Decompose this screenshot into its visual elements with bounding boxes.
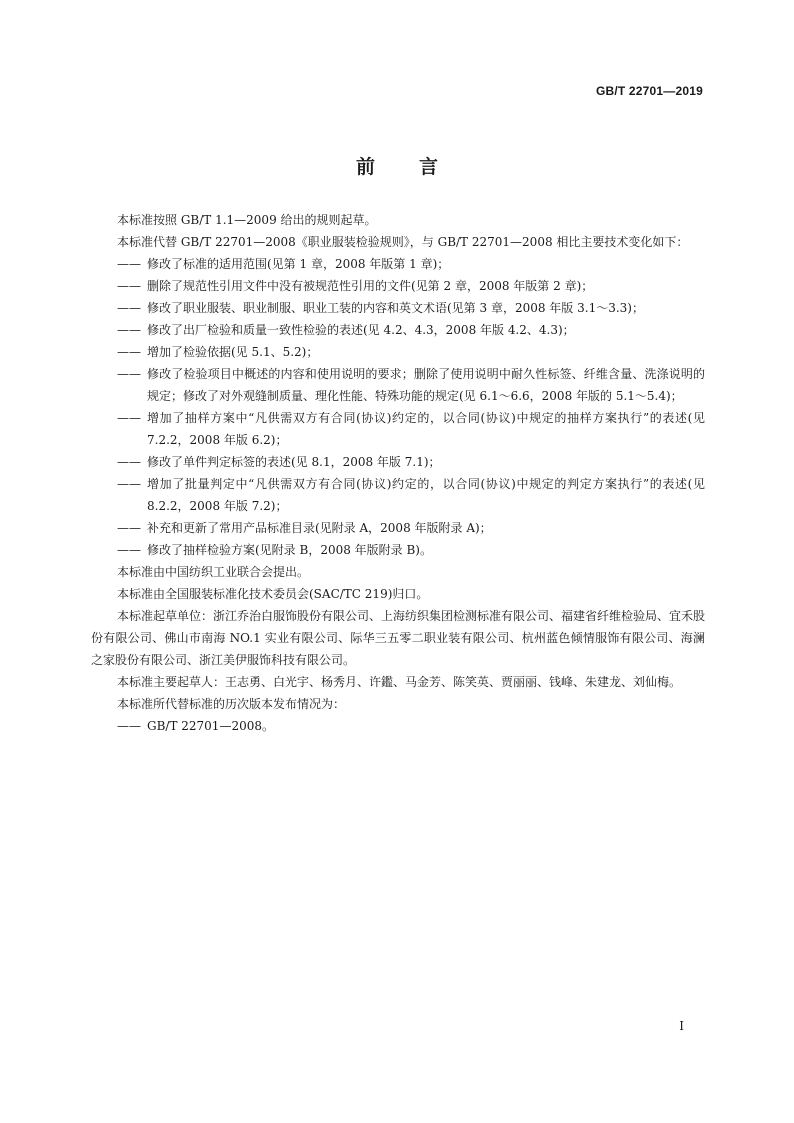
change-item (91, 275, 705, 297)
change-item-text: 修改了出厂检验和质量一致性检验的表述(见 4.2、4.3，2008 年版 4.2、4.3)； (147, 323, 575, 337)
change-item (91, 517, 705, 539)
standard-code: GB/T 22701—2019 (595, 84, 703, 98)
history-item (91, 715, 705, 737)
change-item (91, 451, 705, 473)
dash-mark: —— (117, 455, 141, 469)
change-item-text: 增加了批量判定中“凡供需双方有合同(协议)约定的，以合同(协议)中规定的判定方案执行”的表述(见 8.2.2，2008 年版 7.2)； (147, 477, 705, 513)
dash-mark: —— (117, 279, 141, 293)
change-item (91, 539, 705, 561)
change-item-text: 修改了标准的适用范围(见第 1 章，2008 年版第 1 章)； (147, 257, 450, 271)
paragraph-replaces: 本标准代替 GB/T 22701—2008《职业服装检验规则》，与 GB/T 22701—2008 相比主要技术变化如下： (117, 235, 689, 249)
dash-mark: —— (117, 719, 141, 733)
dash-mark: —— (117, 257, 141, 271)
title-char-1: 前 (355, 156, 375, 178)
dash-mark: —— (117, 367, 141, 381)
change-item-text: 补充和更新了常用产品标准目录(见附录 A，2008 年版附录 A)； (147, 521, 492, 535)
change-item (91, 473, 705, 517)
document-body (91, 209, 705, 737)
paragraph-committee: 本标准由全国服装标准化技术委员会(SAC/TC 219)归口。 (117, 587, 429, 601)
paragraph-history: 本标准所代替标准的历次版本发布情况为： (117, 697, 346, 711)
change-item-text: 增加了抽样方案中“凡供需双方有合同(协议)约定的，以合同(协议)中规定的抽样方案执行”的表述(见 7.2.2，2008 年版 6.2)； (147, 411, 705, 447)
change-item (91, 253, 705, 275)
dash-mark: —— (117, 543, 141, 557)
dash-mark: —— (117, 477, 141, 491)
change-item (91, 297, 705, 319)
dash-mark: —— (117, 345, 141, 359)
change-item (91, 407, 705, 451)
change-item (91, 319, 705, 341)
change-item-text: 删除了规范性引用文件中没有被规范性引用的文件(见第 2 章，2008 年版第 2 章)； (147, 279, 594, 293)
change-item-text: 修改了抽样检验方案(见附录 B，2008 年版附录 B)。 (147, 543, 432, 557)
page-number: I (679, 1019, 684, 1033)
dash-mark: —— (117, 323, 141, 337)
page-title (0, 152, 794, 179)
change-item (91, 341, 705, 363)
paragraph-drafters: 本标准主要起草人：王志勇、白光宇、杨秀月、许鑑、马金芳、陈笑英、贾丽丽、钱峰、朱建龙、刘仙梅。 (117, 675, 682, 689)
paragraph-drafting-units: 本标准起草单位：浙江乔治白服饰股份有限公司、上海纺织集团检测标准有限公司、福建省纤维检验局、宜禾股份有限公司、佛山市南海 NO.1 实业有限公司、际华三五零二职业装有限公司、杭州蓝色倾情服饰有限公司、海澜之家股份有限公司、浙江美伊服饰科技有限公司。 (91, 609, 706, 667)
change-item-text: 修改了检验项目中概述的内容和使用说明的要求；删除了使用说明中耐久性标签、纤维含量、洗涤说明的规定；修改了对外观缝制质量、理化性能、特殊功能的规定(见 6.1～6.6，2008 年版的 5.1～5.4)； (147, 367, 705, 403)
change-item-text: 增加了检验依据(见 5.1、5.2)； (147, 345, 319, 359)
history-item-text: GB/T 22701—2008。 (147, 719, 274, 733)
paragraph-proposer: 本标准由中国纺织工业联合会提出。 (117, 565, 310, 579)
change-item-text: 修改了单件判定标签的表述(见 8.1，2008 年版 7.1)； (147, 455, 441, 469)
dash-mark: —— (117, 301, 141, 315)
title-char-2: 言 (419, 156, 439, 178)
dash-mark: —— (117, 521, 141, 535)
dash-mark: —— (117, 411, 141, 425)
change-item (91, 363, 705, 407)
paragraph-drafting-rules: 本标准按照 GB/T 1.1—2009 给出的规则起草。 (117, 213, 377, 227)
change-item-text: 修改了职业服装、职业制服、职业工装的内容和英文术语(见第 3 章，2008 年版 3.1～3.3)； (147, 301, 644, 315)
